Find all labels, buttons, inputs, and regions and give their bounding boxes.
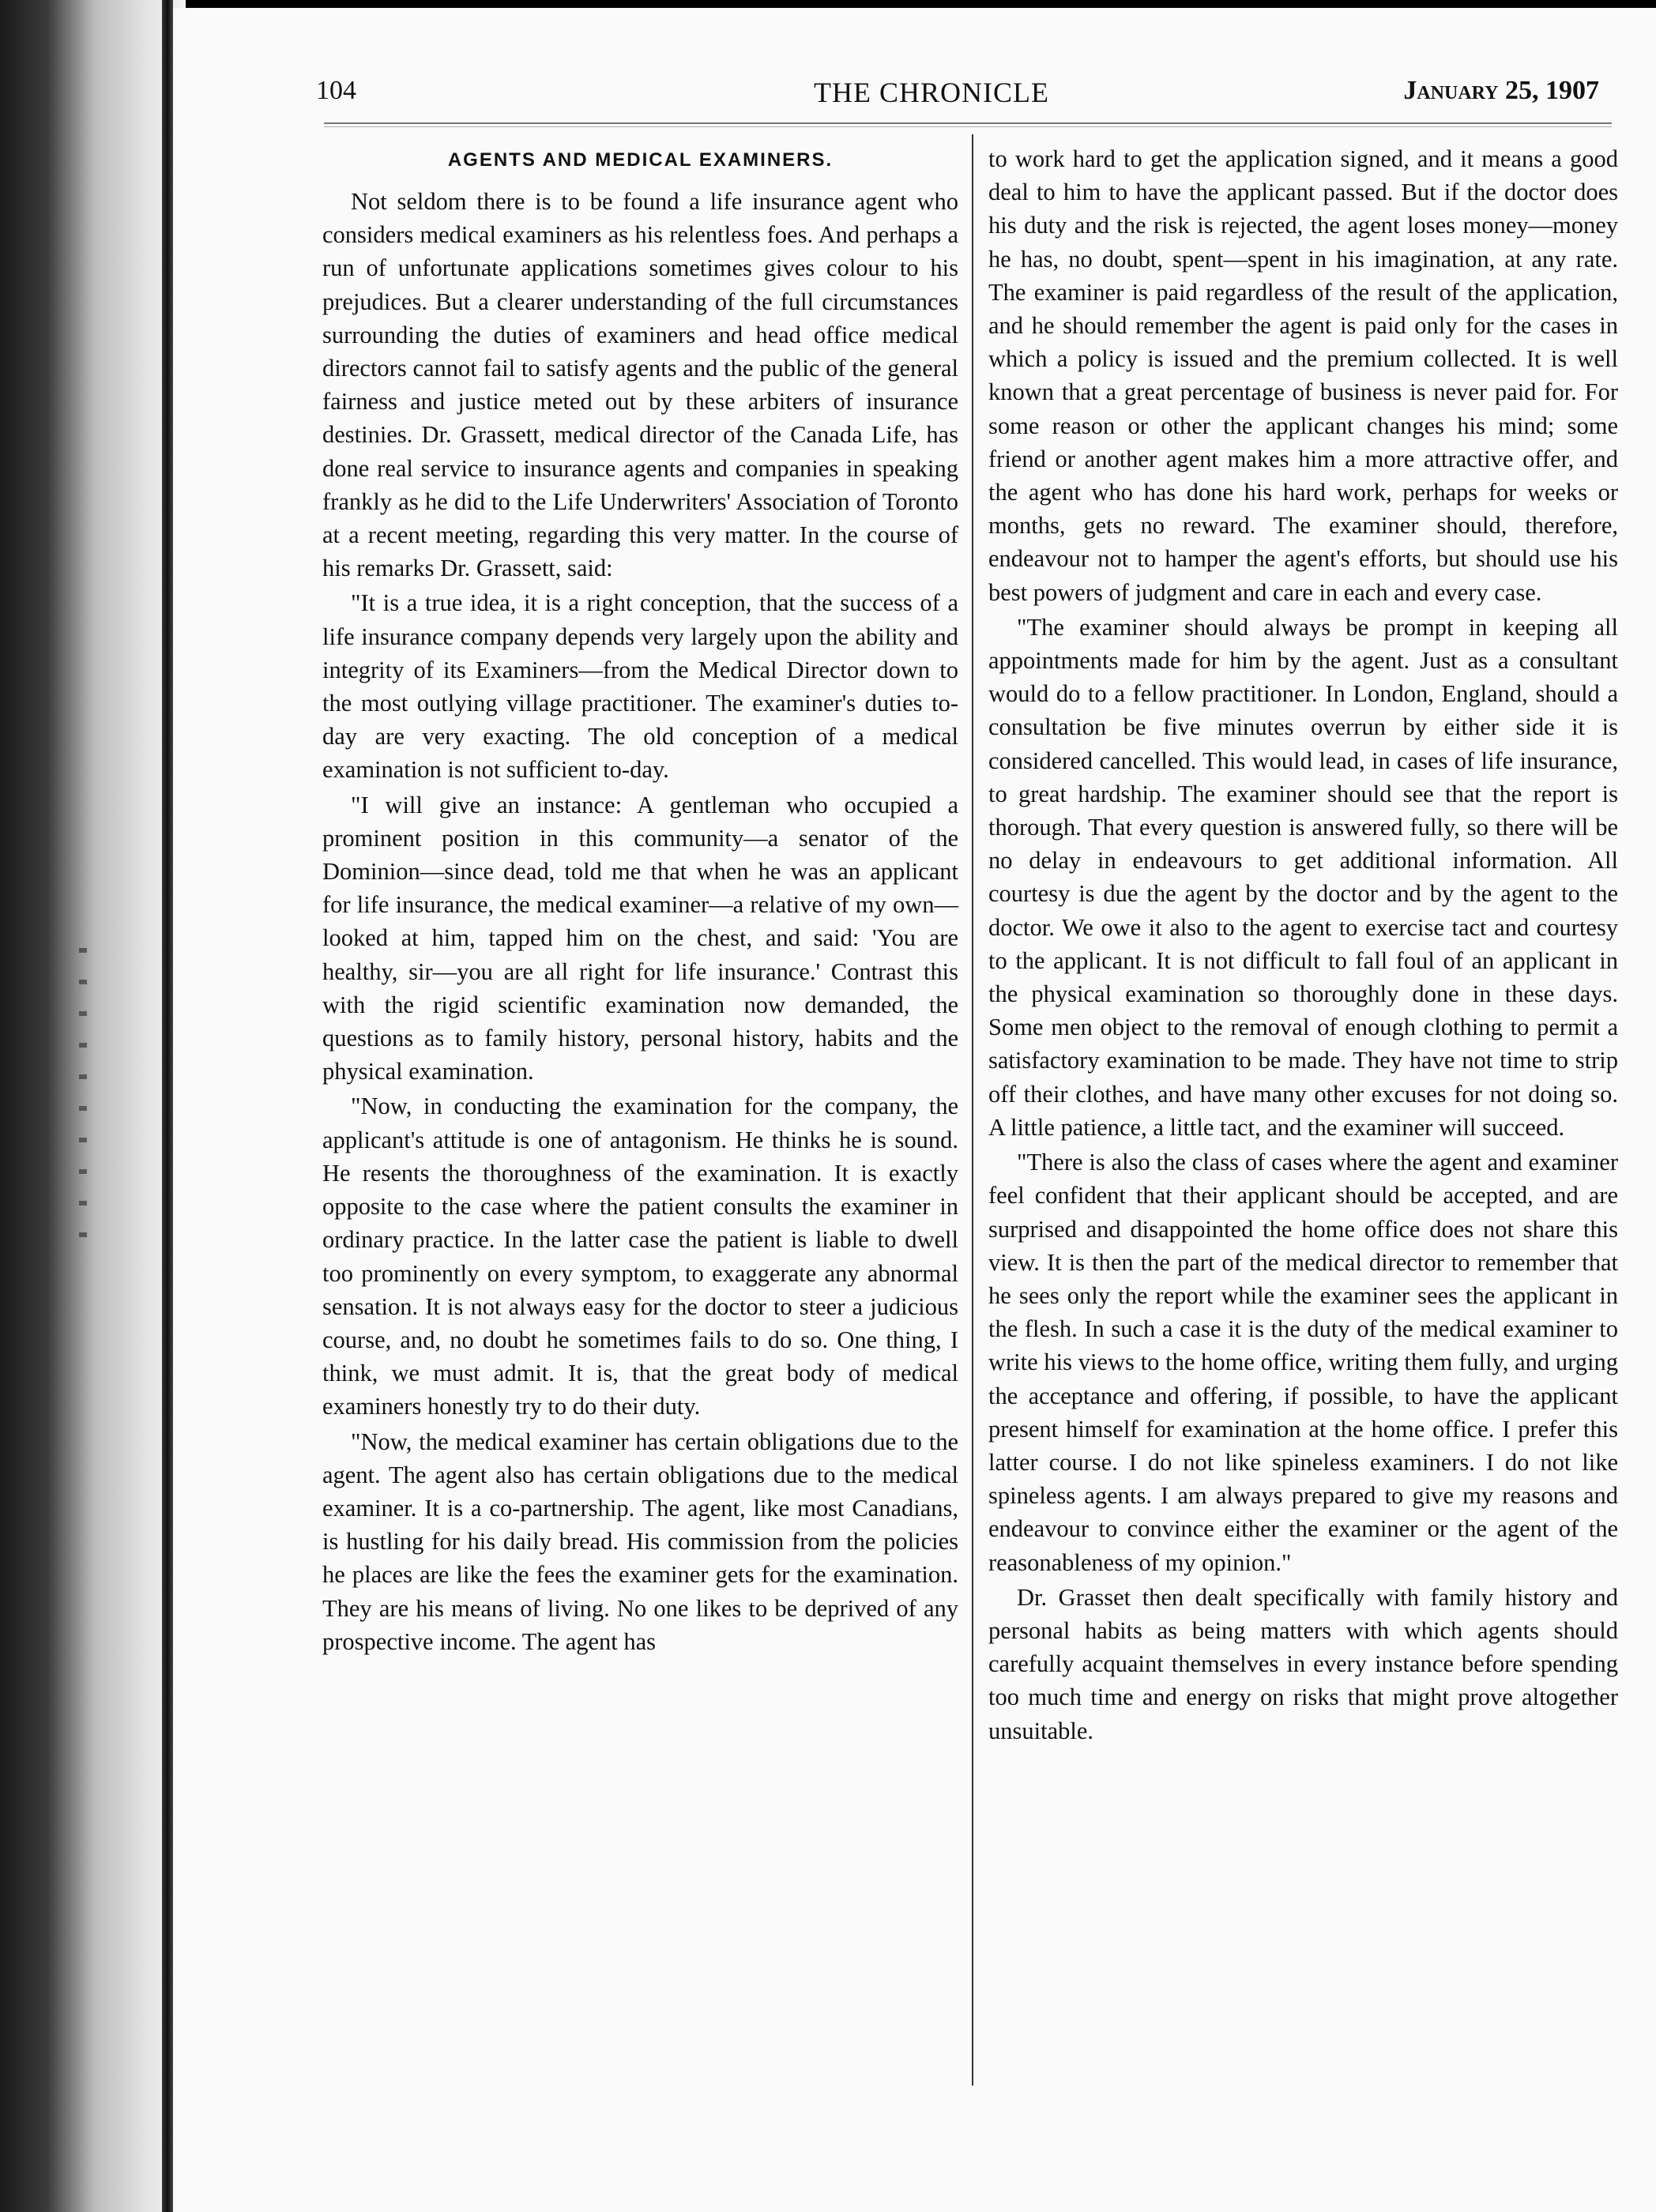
right-column <box>988 142 1618 1749</box>
paragraph: "It is a true idea, it is a right conception, that the success of a life insurance company depends very largely upon the ability and integrity of its Examiners—from the Medical Director down to the most outlying village practitioner. The examiner's duties to-day are very exacting. The old conception of a medical examination is not sufficient to-day. <box>322 589 958 784</box>
paragraph: "There is also the class of cases where the agent and examiner feel confident that their applicant should be accepted, and are surprised and disappointed the home office does not share this view. It is then the part of the medical director to remember that he sees only the report while the examiner sees the applicant in the flesh. In such a case it is the duty of the medical examiner to write his views to the home office, writing them fully, and urging the acceptance and offering, if possible, to have the applicant present himself for examination at the home office. I prefer this latter course. I do not like spineless examiners. I do not like spineless agents. I am always prepared to give my reasons and endeavour to convince either the examiner or the agent of the reasonableness of my opinion." <box>988 1149 1618 1576</box>
paragraph: "Now, the medical examiner has certain obligations due to the agent. The agent also has certain obligations due to the medical examiner. It is a co-partnership. The agent, like most Canadians, is hustling for his daily bread. His commission from the policies he places are like the fees the examiner gets for the examination. They are his means of living. No one likes to be deprived of any prospective income. The agent has <box>322 1428 958 1655</box>
paragraph: Not seldom there is to be found a life insurance agent who considers medical examiners as his relentless foes. And perhaps a run of unfortunate applications sometimes gives colour to his prejudices. But a clearer understanding of the full circumstances surrounding the duties of examiners and head office medical directors cannot fail to satisfy agents and the public of the general fairness and justice meted out by these arbiters of insurance destinies. Dr. Grassett, medical director of the Canada Life, has done real service to insurance agents and companies in speaking frankly as he did to the Life Underwriters' Association of Toronto at a recent meeting, regarding this very matter. In the course of his remarks Dr. Grassett, said: <box>322 188 958 582</box>
page-number: 104 <box>316 76 356 105</box>
issue-date: January 25, 1907 <box>1403 76 1599 105</box>
paragraph: Dr. Grasset then dealt specifically with family history and personal habits as being matters with which agents should carefully acquaint themselves in every instance before spending too much time and energy on risks that might prove altogether unsuitable. <box>988 1583 1618 1744</box>
paragraph: "Now, in conducting the examination for the company, the applicant's attitude is one of antagonism. He thinks he is sound. He resents the thoroughness of the examination. It is exactly opposite to the case where the patient consults the examiner in ordinary practice. In the latter case the patient is liable to dwell too prominently on every symptom, to exaggerate any abnormal sensation. It is not always easy for the doctor to steer a judicious course, and, no doubt he sometimes fails to do so. One thing, I think, we must admit. It is, that the great body of medical examiners honestly try to do their duty. <box>322 1093 958 1420</box>
paragraph: "The examiner should always be prompt in keeping all appointments made for him by the agent. Just as a consultant would do to a fellow practitioner. In London, England, should a consultation be five minutes overrun by either side it is considered cancelled. This would lead, in cases of life insurance, to great hardship. The examiner should see that the report is thorough. That every question is answered fully, so there will be no delay in endeavours to get additional information. All courtesy is due the agent by the doctor and by the agent to the doctor. We owe it also to the agent to exercise tact and courtesy to the applicant. It is not difficult to fall foul of an applicant in the physical examination so thoroughly done in these days. Some men object to the removal of enough clothing to permit a satisfactory examination to be made. They have not time to strip off their clothes, and have many other excuses for not doing so. A little patience, a little tact, and the examiner will succeed. <box>988 613 1618 1141</box>
header-rule-secondary <box>324 126 1612 127</box>
book-binding-margin <box>0 0 186 2212</box>
paragraph-continued: to work hard to get the application signed, and it means a good deal to him to have the applicant passed. But if the doctor does his duty and the risk is rejected, the agent loses money—money he has, no doubt, spent—spent in his imagination, at any rate. The examiner is paid regardless of the result of the application, and he should remember the agent is paid only for the cases in which a policy is issued and the premium collected. It is well known that a great percentage of business is never paid for. For some reason or other the applicant changes his mind; some friend or another agent makes him a more attractive offer, and the agent who has done his hard work, perhaps for weeks or months, gets no reward. The examiner should, therefore, endeavour not to hamper the agent's efforts, but should use his best powers of judgment and care in each and every case. <box>988 145 1618 606</box>
paragraph: "I will give an instance: A gentleman who occupied a prominent position in this community—a senator of the Dominion—since dead, told me that when he was an applicant for life insurance, the medical examiner—a relative of my own—looked at him, tapped him on the chest, and said: 'You are healthy, sir—you are all right for life insurance.' Contrast this with the rigid scientific examination now demanded, the questions as to family history, personal history, habits and the physical examination. <box>322 791 958 1085</box>
masthead: THE CHRONICLE <box>814 77 1049 108</box>
running-head <box>158 76 1612 111</box>
article-title: AGENTS AND MEDICAL EXAMINERS. <box>447 149 834 171</box>
header-rule <box>324 122 1612 124</box>
column-divider <box>972 134 973 2086</box>
binding-edge <box>162 0 173 2212</box>
left-column <box>322 142 958 1660</box>
scan-shadow-marks <box>79 948 87 1264</box>
